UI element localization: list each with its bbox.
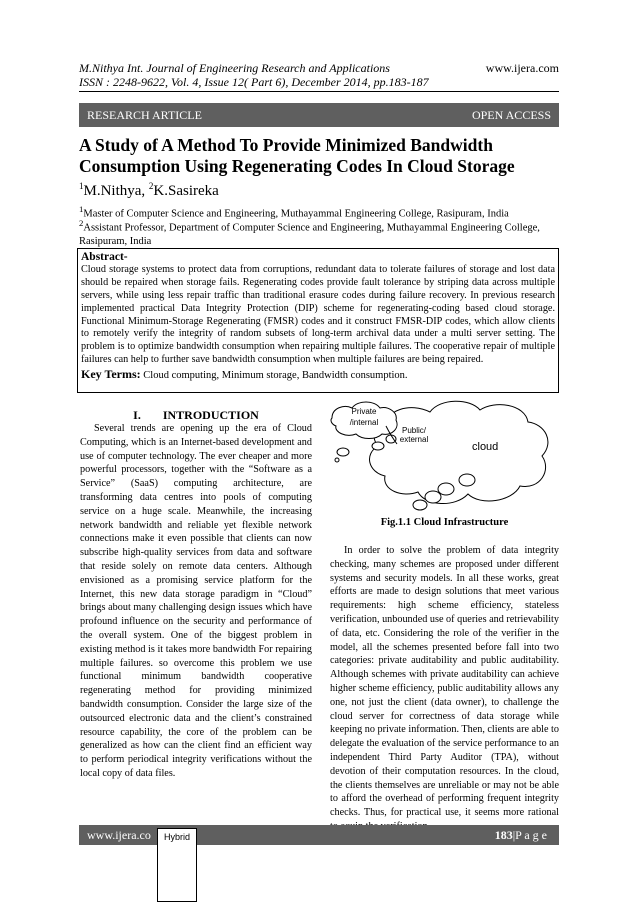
affiliation-2 [79, 217, 559, 248]
cloud-infrastructure-figure [330, 398, 559, 514]
cloud-label: cloud [472, 441, 499, 453]
abstract-box [77, 248, 559, 393]
page-number: 183 [494, 828, 513, 842]
cloud-node-4 [335, 458, 339, 462]
cloud-node-3 [337, 448, 349, 456]
author-1-name: M.Nithya, [83, 183, 149, 199]
page-word: |P a g e [512, 828, 547, 842]
author-1-sup: 1 [79, 181, 84, 191]
journal-website: www.ijera.com [485, 61, 559, 75]
author-2-sup: 2 [148, 181, 154, 191]
key-terms-label: Key Terms: [81, 367, 141, 382]
private-label-line1: Private [351, 407, 377, 416]
right-column-paragraph: In order to solve the problem of data integrity checking, many schemes are proposed under different systems and security models. In all these works, great efforts are made to design solutions that meet various requirements: high scheme efficiency, stateless verification, unbounded use of queries and retrievability of data, etc. Considering the role of the verifier in the model, all the schemes presented before fall into two categories: private auditability and public auditability. Although schemes with private auditability can achieve higher scheme efficiency, public auditability allows any one, not just the client (data owner), to challenge the cloud server for correctness of data storage while keeping no private information. Then, clients are able to delegate the evaluation of the service performance to an independent Third Party Auditor (TPA), without devotion of their computation resources. In the cloud, the clients themselves are unreliable or may not be able to afford the overhead of performing frequent integrity checks. Thus, for practical use, it seems more rational [330, 545, 559, 819]
footer-bar [79, 825, 559, 845]
abstract-text: Cloud storage systems to protect data from corruptions, redundant data to tolerate failures of storage and lost data should be repaired when storage fails. Regenerating codes provide fault tolerance by striping data across multiple servers, while using less repair traffic than traditional erasure codes during failure recovery. In previous research implemented practical Data Integrity Protection (DIP) scheme for regenerating-coding based cloud storage. Functional Minimum-Storage Regenerating (FMSR) codes and it construct FMSR-DIP codes, which allow clients to remotely verify the integrity of random subsets of long-term archival data under a multi server setting. The problem is to optimize bandwidth consumption when repairing multiple failures. The cooperative repair of multiple failures can help to further save bandwidth consumption when multiple failures are being repaired. [81, 263, 555, 366]
open-access-label: OPEN ACCESS [471, 107, 551, 122]
hybrid-label-box: Hybrid [157, 828, 197, 902]
cloud-node-5 [459, 474, 475, 486]
section-title: INTRODUCTION [162, 408, 259, 422]
section-number: I. [133, 408, 141, 422]
author-2-name: K.Sasireka [153, 183, 219, 199]
paper-title: A Study of A Method To Provide Minimized Bandwidth Consumption Using Regenerating Codes In Cloud Storage [79, 135, 515, 176]
cloud-node-7 [425, 491, 441, 503]
affiliation-1-text: Master of Computer Science and Engineering, Muthayammal Engineering College, Rasipuram, India [83, 208, 509, 220]
key-terms [81, 368, 555, 383]
intro-paragraph: Several trends are opening up the era of Cloud Computing, which is an Internet-based development and use of computer technology. The ever cheaper and more powerful processors, together with the “Software as a Service” (SaaS) computing architecture, are transforming data centres into pools of computing service on a huge scale. Meanwhile, the increasing network bandwidth and reliable yet flexible network connections make it even possible that clients can now subscribe high-quality services from data and software that reside solely on remote data centers. Although envisioned as a promising service platform for the Internet, this new data storage paradigm in “Cloud” brings about many challenging design issues which have profound influence on the security and performance of the overall system. One of the biggest problem in existing method is it takes more bandwidth For repairing multiple failures. so overcome this problem we use functional minimum bandwidth cooperative regenerating method for providing minimized bandwidth consumption. Consider the large size of the outsourced electronic data and the client’s constrained resource capability, the core of the problem can be generalized as how can the client find an efficient way to perform periodical integrity verifications without the local copy of data files. [80, 423, 312, 779]
figure-caption: Fig.1.1 Cloud Infrastructure [380, 517, 509, 528]
author-list [79, 181, 219, 200]
section-heading-introduction [80, 408, 312, 423]
abstract-label: Abstract- [81, 251, 128, 263]
cloud-node-1 [386, 435, 396, 443]
journal-citation-line: M.Nithya Int. Journal of Engineering Research and Applications [79, 61, 390, 75]
header-rule [79, 91, 559, 92]
private-label-line2: /internal [349, 418, 379, 427]
cloud-node-2 [372, 442, 384, 450]
footer-website: www.ijera.co [87, 828, 151, 842]
article-type-label: RESEARCH ARTICLE [87, 107, 202, 122]
public-label-line2: external [399, 435, 429, 444]
article-type-banner [79, 103, 559, 127]
cloud-node-8 [413, 500, 427, 510]
affiliation-1-sup: 1 [79, 204, 84, 214]
footer-page-number [495, 828, 547, 843]
affiliation-2-text: Assistant Professor, Department of Computer Science and Engineering, Muthayammal Engineering College, Rasipuram, India [79, 222, 540, 247]
cloud-node-6 [438, 483, 454, 495]
affiliation-2-sup: 2 [79, 218, 84, 228]
journal-issn-line: ISSN : 2248-9622, Vol. 4, Issue 12( Part 6), December 2014, pp.183-187 [79, 75, 429, 89]
public-label-line1: Public/ [401, 426, 427, 435]
key-terms-text: Cloud computing, Minimum storage, Bandwidth consumption. [140, 370, 408, 382]
